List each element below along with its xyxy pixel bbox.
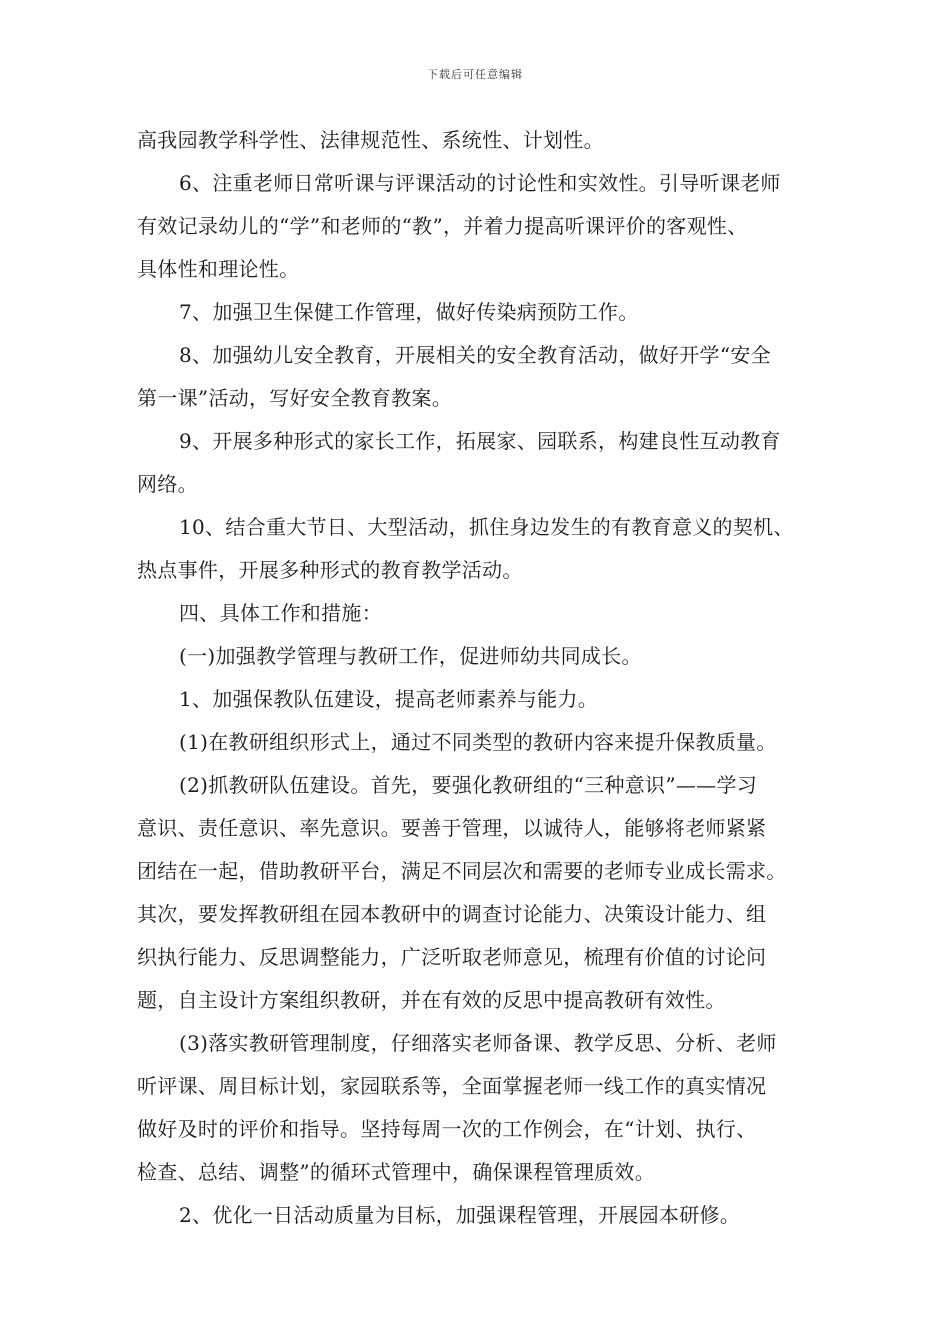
page-header: 下载后可任意编辑 [427, 68, 523, 81]
text-line: 高我园教学科学性、法律规范性、系统性、计划性。 [137, 128, 604, 152]
text-line: 9、开展多种形式的家长工作，拓展家、园联系，构建良性互动教育 [179, 429, 781, 453]
text-line: (2)抓教研队伍建设。首先，要强化教研组的“三种意识”——学习 [179, 773, 758, 797]
text-line: 做好及时的评价和指导。坚持每周一次的工作例会，在“计划、执行、 [137, 1117, 757, 1141]
text-line: 意识、责任意识、率先意识。要善于管理，以诚待人，能够将老师紧紧 [137, 816, 767, 840]
text-line: 检查、总结、调整”的循环式管理中，确保课程管理质效。 [137, 1160, 656, 1184]
text-line: 网络。 [137, 472, 198, 496]
text-line: 1、加强保教队伍建设，提高老师素养与能力。 [179, 687, 599, 711]
text-line: 第一课”活动，写好安全教育教案。 [137, 386, 453, 410]
text-line: (1)在教研组织形式上，通过不同类型的教研内容来提升保教质量。 [179, 730, 777, 754]
text-line: 6、注重老师日常听课与评课活动的讨论性和实效性。引导听课老师 [179, 171, 781, 195]
text-line: 热点事件，开展多种形式的教育教学活动。 [137, 558, 523, 582]
text-line: 具体性和理论性。 [137, 257, 300, 281]
text-line: 8、加强幼儿安全教育，开展相关的安全教育活动，做好开学“安全 [179, 343, 771, 367]
text-line: 团结在一起，借助教研平台，满足不同层次和需要的老师专业成长需求。 [137, 859, 787, 883]
text-line: 织执行能力、反思调整能力，广泛听取老师意见，梳理有价值的讨论问 [137, 945, 767, 969]
text-line: 2、优化一日活动质量为目标，加强课程管理，开展园本研修。 [179, 1203, 741, 1227]
text-line: 其次，要发挥教研组在园本教研中的调查讨论能力、决策设计能力、组 [137, 902, 767, 926]
text-line: 听评课、周目标计划，家园联系等，全面掌握老师一线工作的真实情况 [137, 1074, 767, 1098]
text-line: 四、具体工作和措施： [179, 601, 382, 625]
text-line: 10、结合重大节日、大型活动，抓住身边发生的有教育意义的契机、 [179, 515, 794, 539]
text-line: 有效记录幼儿的“学”和老师的“教”，并着力提高听课评价的客观性、 [137, 214, 748, 238]
text-line: 题，自主设计方案组织教研，并在有效的反思中提高教研有效性。 [137, 988, 726, 1012]
text-line: (3)落实教研管理制度，仔细落实老师备课、教学反思、分析、老师 [179, 1031, 777, 1055]
text-line: (一)加强教学管理与教研工作，促进师幼共同成长。 [179, 644, 642, 668]
text-line: 7、加强卫生保健工作管理，做好传染病预防工作。 [179, 300, 639, 324]
